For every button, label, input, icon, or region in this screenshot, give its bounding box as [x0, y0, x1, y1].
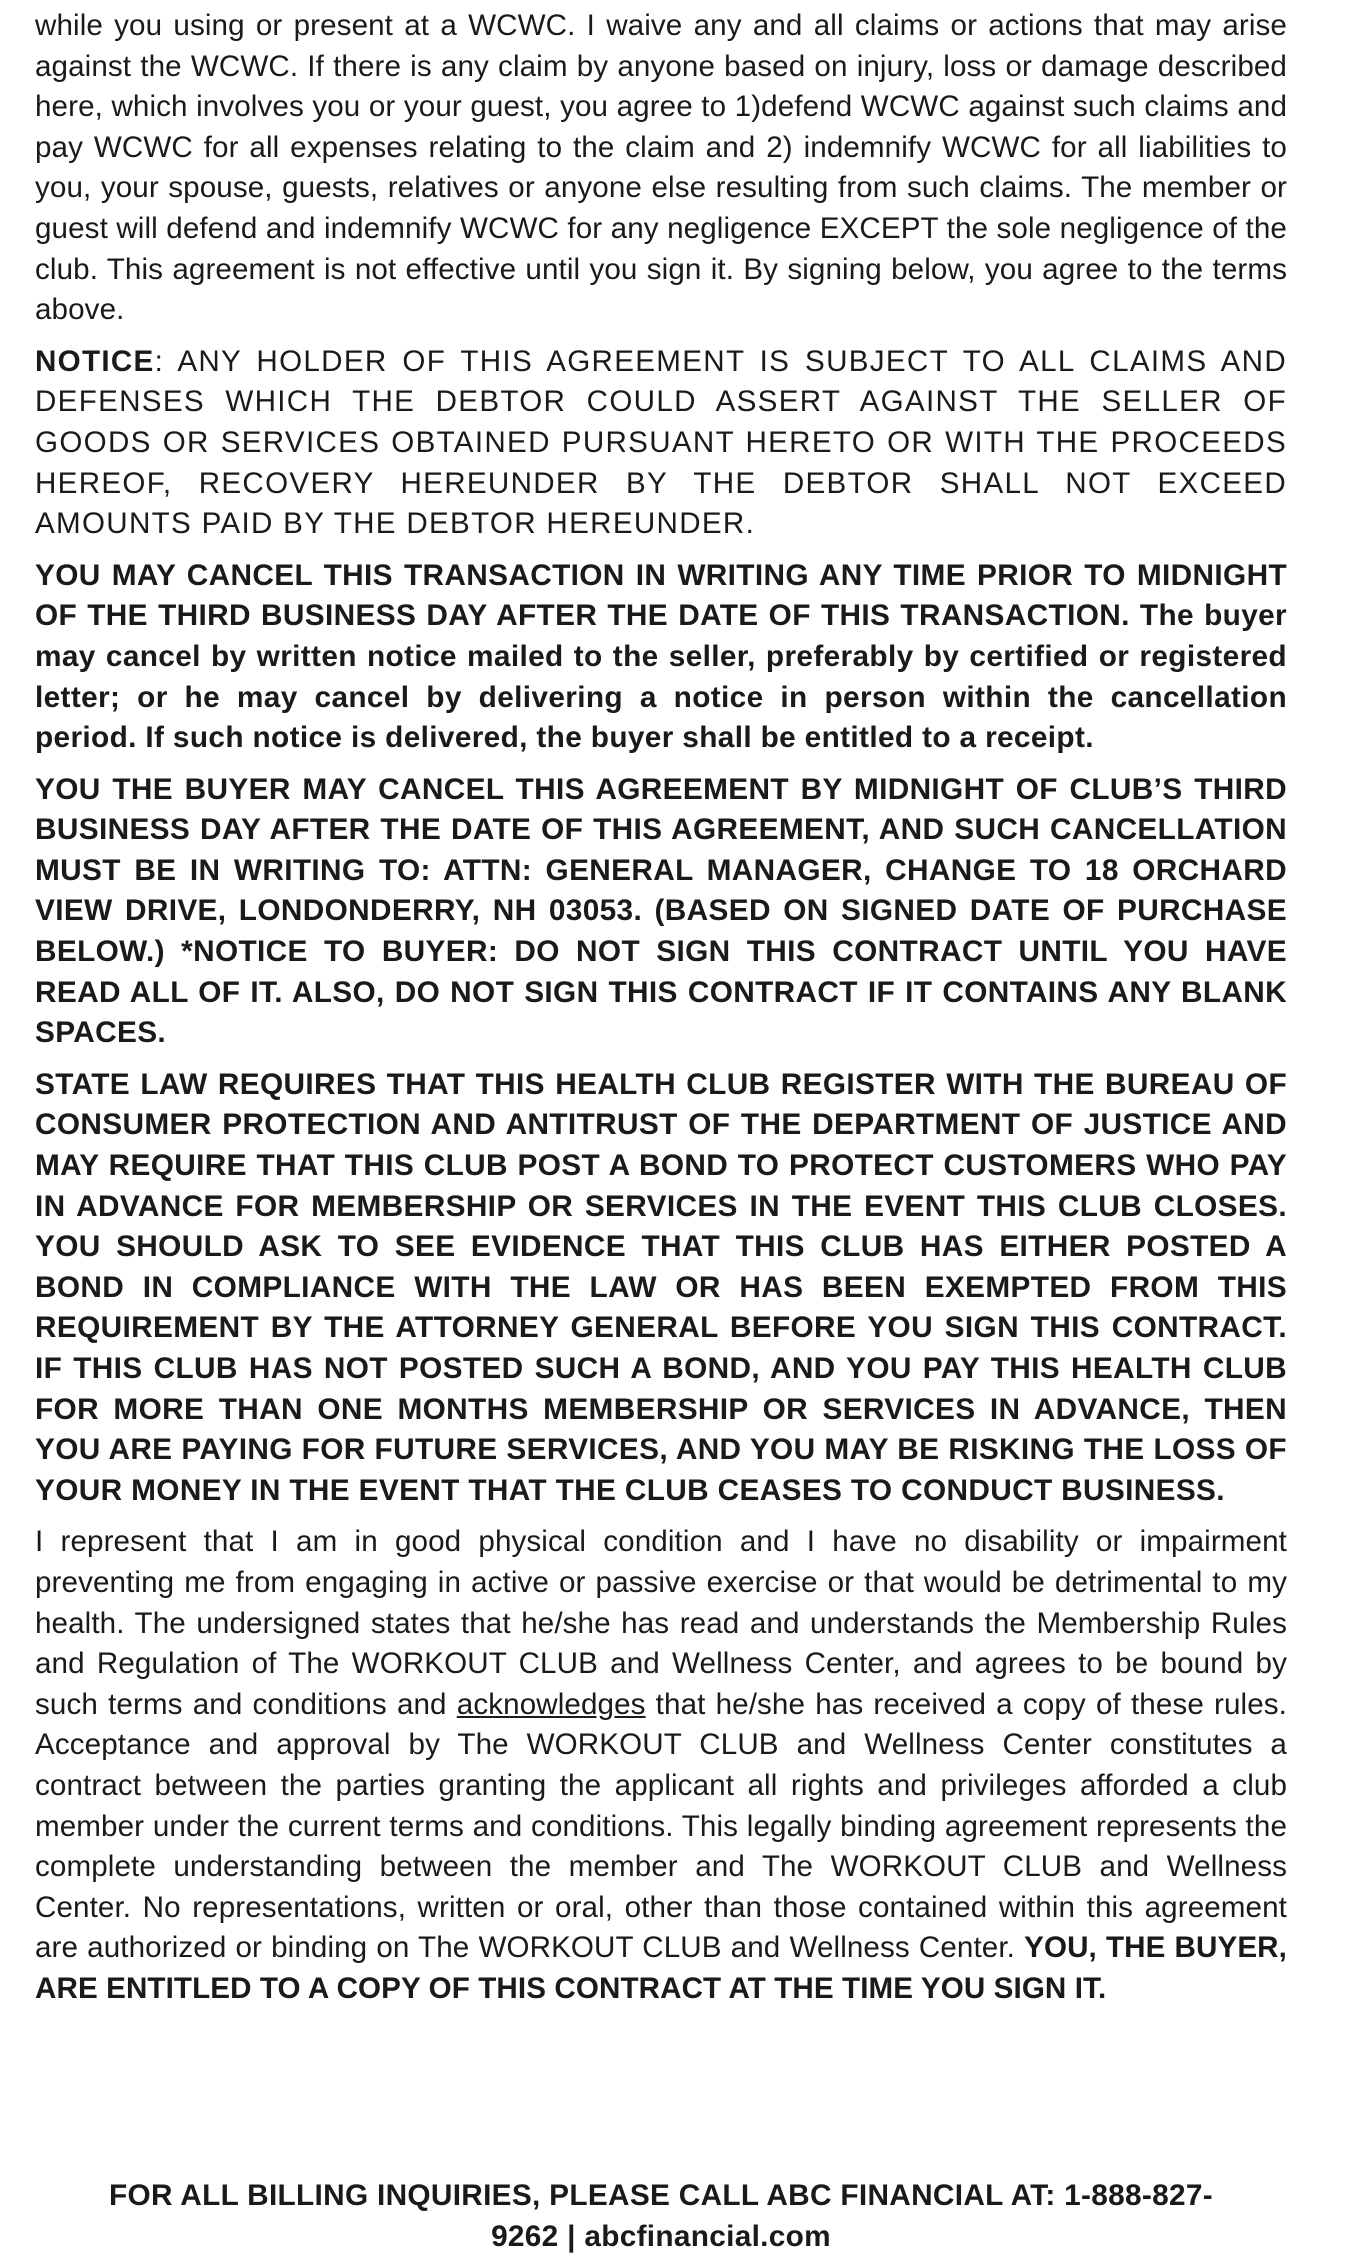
physical-condition-paragraph: [35, 1522, 1287, 2009]
represent-text-part1: I represent that I am in good physical condition and I have no disability or impairment preventing me from engaging in active or passive exercise or that would be detrimental to my health. The undersigned states that he/she has read and understands the Membership Rules and Regulation of The WORKOUT CLUB and Wellness Center, and agrees to be bound by such terms and conditions and: [35, 1525, 1287, 1721]
notice-label: NOTICE: [35, 344, 155, 378]
represent-text-part2: that he/she has received a copy of these rules. Acceptance and approval by The WORKOUT CLUB and Wellness Center constitutes a contract between the parties granting the applicant all rights and privileges afforded a club member under the current terms and conditions. This legally binding agreement represents the complete understanding between the member and The WORKOUT CLUB and Wellness Center. No representations, written or oral, other than those contained within this agreement are authorized or binding on The WORKOUT CLUB and Wellness Center.: [35, 1687, 1288, 1965]
billing-inquiries-footer: [35, 2176, 1287, 2257]
acknowledges-underlined: acknowledges: [456, 1687, 646, 1721]
copy-entitlement-notice: YOU, THE BUYER, ARE ENTITLED TO A COPY OF THIS CONTRACT AT THE TIME YOU SIGN IT.: [35, 1931, 1287, 2005]
contract-terms-page: [35, 6, 1287, 2021]
footer-line-2: 9262 | abcfinancial.com: [491, 2219, 831, 2253]
waiver-indemnity-paragraph: while you using or present at a WCWC. I waive any and all claims or actions that may arise against the WCWC. If there is any claim by anyone based on injury, loss or damage described here, which involves you or your guest, you agree to 1)defend WCWC against such claims and pay WCWC for all expenses relating to the claim and 2) indemnify WCWC for all liabilities to you, your spouse, guests, relatives or anyone else resulting from such claims. The member or guest will defend and indemnify WCWC for any negligence EXCEPT the sole negligence of the club. This agreement is not effective until you sign it. By signing below, you agree to the terms above.: [35, 9, 1287, 327]
footer-line-1: FOR ALL BILLING INQUIRIES, PLEASE CALL ABC FINANCIAL AT: 1-888-827-: [109, 2179, 1213, 2212]
holder-notice-paragraph: [35, 342, 1287, 545]
cancel-agreement-paragraph: YOU THE BUYER MAY CANCEL THIS AGREEMENT BY MIDNIGHT OF CLUB’S THIRD BUSINESS DAY AFTER THE DATE OF THIS AGREEMENT, AND SUCH CANCELLATION MUST BE IN WRITING TO: ATTN: GENERAL MANAGER, CHANGE TO 18 ORCHARD VIEW DRIVE, LONDONDERRY, NH 03053. (BASED ON SIGNED DATE OF PURCHASE BELOW.) *NOTICE TO BUYER: DO NOT SIGN THIS CONTRACT UNTIL YOU HAVE READ ALL OF IT. ALSO, DO NOT SIGN THIS CONTRACT IF IT CONTAINS ANY BLANK SPACES.: [35, 772, 1287, 1050]
cancel-transaction-paragraph: YOU MAY CANCEL THIS TRANSACTION IN WRITING ANY TIME PRIOR TO MIDNIGHT OF THE THIRD BUSINESS DAY AFTER THE DATE OF THIS TRANSACTION. The buyer may cancel by written notice mailed to the seller, preferably by certified or registered letter; or he may cancel by delivering a notice in person within the cancellation period. If such notice is delivered, the buyer shall be entitled to a receipt.: [35, 558, 1287, 755]
state-law-paragraph: STATE LAW REQUIRES THAT THIS HEALTH CLUB REGISTER WITH THE BUREAU OF CONSUMER PROTECTION AND ANTITRUST OF THE DEPARTMENT OF JUSTICE AND MAY REQUIRE THAT THIS CLUB POST A BOND TO PROTECT CUSTOMERS WHO PAY IN ADVANCE FOR MEMBERSHIP OR SERVICES IN THE EVENT THIS CLUB CLOSES. YOU SHOULD ASK TO SEE EVIDENCE THAT THIS CLUB HAS EITHER POSTED A BOND IN COMPLIANCE WITH THE LAW OR HAS BEEN EXEMPTED FROM THIS REQUIREMENT BY THE ATTORNEY GENERAL BEFORE YOU SIGN THIS CONTRACT. IF THIS CLUB HAS NOT POSTED SUCH A BOND, AND YOU PAY THIS HEALTH CLUB FOR MORE THAN ONE MONTHS MEMBERSHIP OR SERVICES IN ADVANCE, THEN YOU ARE PAYING FOR FUTURE SERVICES, AND YOU MAY BE RISKING THE LOSS OF YOUR MONEY IN THE EVENT THAT THE CLUB CEASES TO CONDUCT BUSINESS.: [35, 1067, 1287, 1507]
notice-text: : ANY HOLDER OF THIS AGREEMENT IS SUBJECT TO ALL CLAIMS AND DEFENSES WHICH THE DEBTOR COULD ASSERT AGAINST THE SELLER OF GOODS OR SERVICES OBTAINED PURSUANT HERETO OR WITH THE PROCEEDS HEREOF, RECOVERY HEREUNDER BY THE DEBTOR SHALL NOT EXCEED AMOUNTS PAID BY THE DEBTOR HEREUNDER.: [35, 344, 1287, 541]
